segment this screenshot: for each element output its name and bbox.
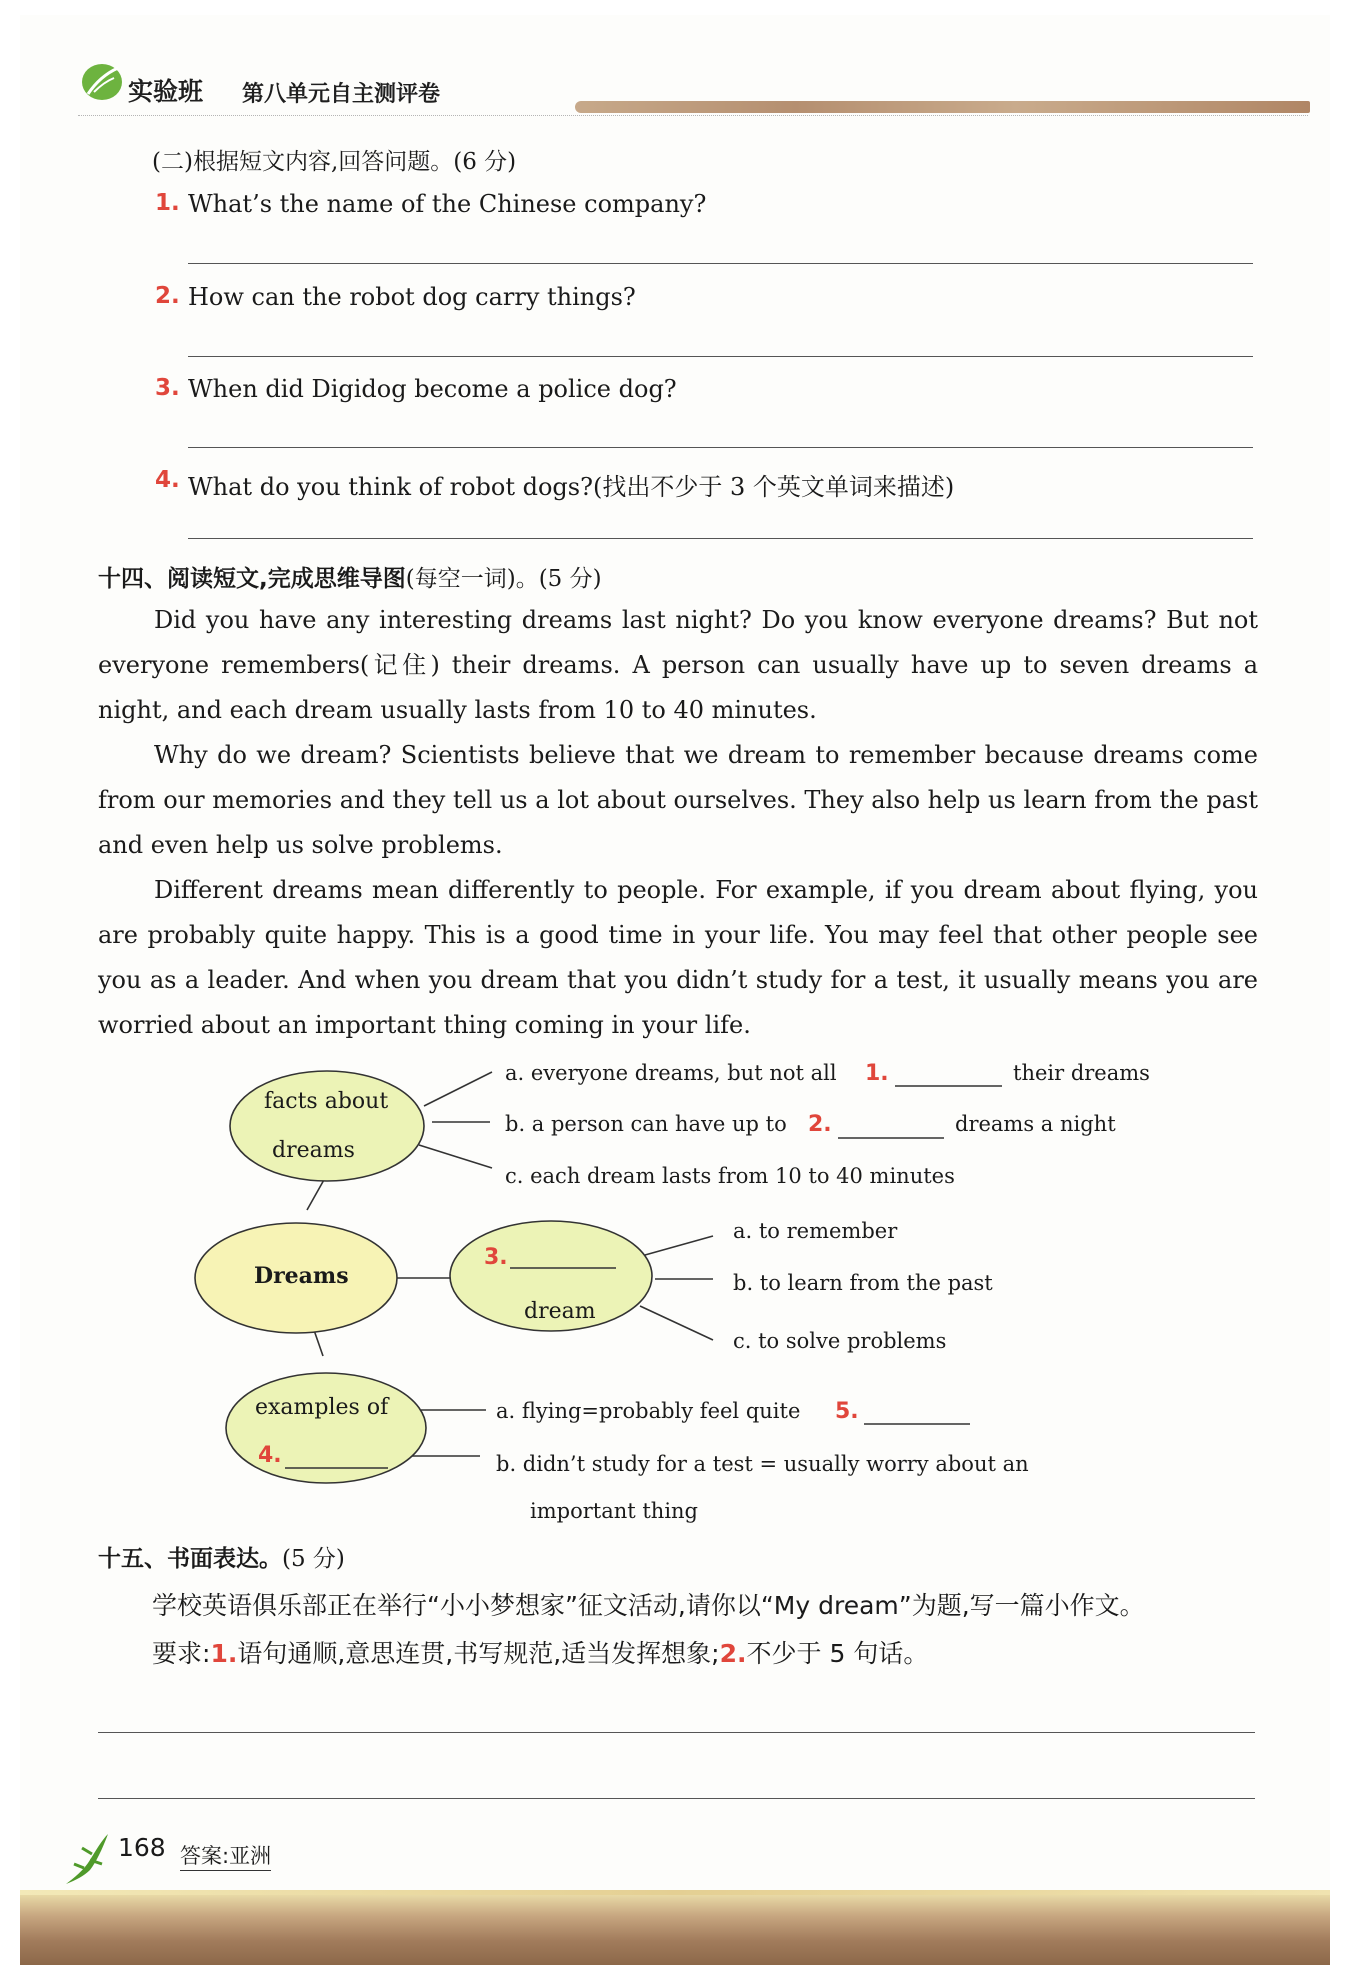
fact-a-text: a. everyone dreams, but not all bbox=[505, 1061, 837, 1085]
unit-title: 第八单元自主测评卷 bbox=[242, 82, 441, 107]
example-b-cont: important thing bbox=[530, 1499, 698, 1523]
gecko-icon bbox=[62, 1830, 114, 1888]
passage-paragraph: Different dreams mean differently to people. For example, if you dream about flying, you are probably quite happy. This is a good time in your life. You may feel that other people see you as a leader. And when you dream that you didn’t study for a test, it usually means you are worried about an important thing coming in your life. bbox=[98, 876, 1258, 1039]
example-b-text: b. didn’t study for a test = usually worry about an bbox=[496, 1452, 1029, 1476]
question-text: How can the robot dog carry things? bbox=[188, 283, 636, 311]
series-title: 实验班 bbox=[128, 77, 204, 106]
req-text: 不少于 5 句话。 bbox=[746, 1639, 929, 1668]
section-score: (每空一词)。(5 分) bbox=[405, 566, 602, 592]
blank-number: 4. bbox=[258, 1443, 282, 1468]
fact-a-post: their dreams bbox=[1013, 1061, 1150, 1085]
req-text: 语句通顺,意思连贯,书写规范,适当发挥想象; bbox=[237, 1639, 720, 1668]
facts-node-line1: facts about bbox=[264, 1089, 389, 1114]
reason-b: b. to learn from the past bbox=[733, 1271, 993, 1295]
section-title-text: 十五、书面表达。 bbox=[98, 1546, 282, 1572]
passage-paragraph: Did you have any interesting dreams last night? Do you know everyone dreams? But not everyone remembers(记住) their dreams. A person can usually have up to seven dreams a night, and each dream usually lasts from 10 to 40 minutes. bbox=[98, 606, 1258, 724]
blank-number: 2. bbox=[808, 1112, 832, 1137]
examples-node-label: examples of bbox=[255, 1395, 389, 1420]
fact-b-text: b. a person can have up to bbox=[505, 1112, 787, 1136]
section-score: (5 分) bbox=[282, 1546, 345, 1572]
writing-line[interactable] bbox=[98, 1798, 1255, 1799]
section-15-title bbox=[98, 1540, 345, 1573]
reason-c: c. to solve problems bbox=[733, 1329, 947, 1353]
blank-number: 3. bbox=[484, 1245, 508, 1270]
center-node-label: Dreams bbox=[254, 1263, 349, 1289]
section-title-text: 十四、阅读短文,完成思维导图 bbox=[98, 566, 406, 592]
page-number: 168 bbox=[118, 1833, 166, 1862]
question-text: What do you think of robot dogs?(找出不少于 3 个英文单词来描述) bbox=[188, 473, 955, 501]
req-label: 要求: bbox=[152, 1639, 211, 1668]
blank-number: 5. bbox=[835, 1399, 859, 1424]
question-text: What’s the name of the Chinese company? bbox=[188, 190, 707, 218]
blank-number: 1. bbox=[865, 1061, 889, 1086]
question-number: 3. bbox=[155, 375, 180, 401]
writing-requirements bbox=[152, 1634, 928, 1670]
example-a-text: a. flying=probably feel quite bbox=[496, 1399, 801, 1423]
question-number: 1. bbox=[155, 190, 180, 216]
req-number: 1. bbox=[210, 1639, 238, 1668]
question-text: When did Digidog become a police dog? bbox=[188, 375, 677, 403]
footer-band bbox=[20, 1895, 1330, 1965]
part2-heading: (二)根据短文内容,回答问题。(6 分) bbox=[152, 149, 517, 175]
facts-node-line2: dreams bbox=[272, 1138, 355, 1163]
question-number: 4. bbox=[155, 467, 180, 493]
examples-bubble bbox=[226, 1373, 426, 1483]
reason-a: a. to remember bbox=[733, 1219, 898, 1243]
facts-bubble bbox=[230, 1071, 424, 1181]
question-number: 2. bbox=[155, 283, 180, 309]
writing-line[interactable] bbox=[98, 1732, 1255, 1733]
previous-answer: 答案:亚洲 bbox=[180, 1840, 271, 1871]
dream-node-label: dream bbox=[524, 1299, 596, 1324]
writing-prompt: 学校英语俱乐部正在举行“小小梦想家”征文活动,请你以“My dream”为题,写一篇小作文。 bbox=[152, 1591, 1145, 1620]
fact-c-text: c. each dream lasts from 10 to 40 minutes bbox=[505, 1164, 955, 1188]
fact-b-post: dreams a night bbox=[955, 1112, 1116, 1136]
passage-paragraph: Why do we dream? Scientists believe that we dream to remember because dreams come from our memories and they tell us a lot about ourselves. They also help us learn from the past and even help us solve problems. bbox=[98, 741, 1258, 859]
req-number: 2. bbox=[719, 1639, 747, 1668]
